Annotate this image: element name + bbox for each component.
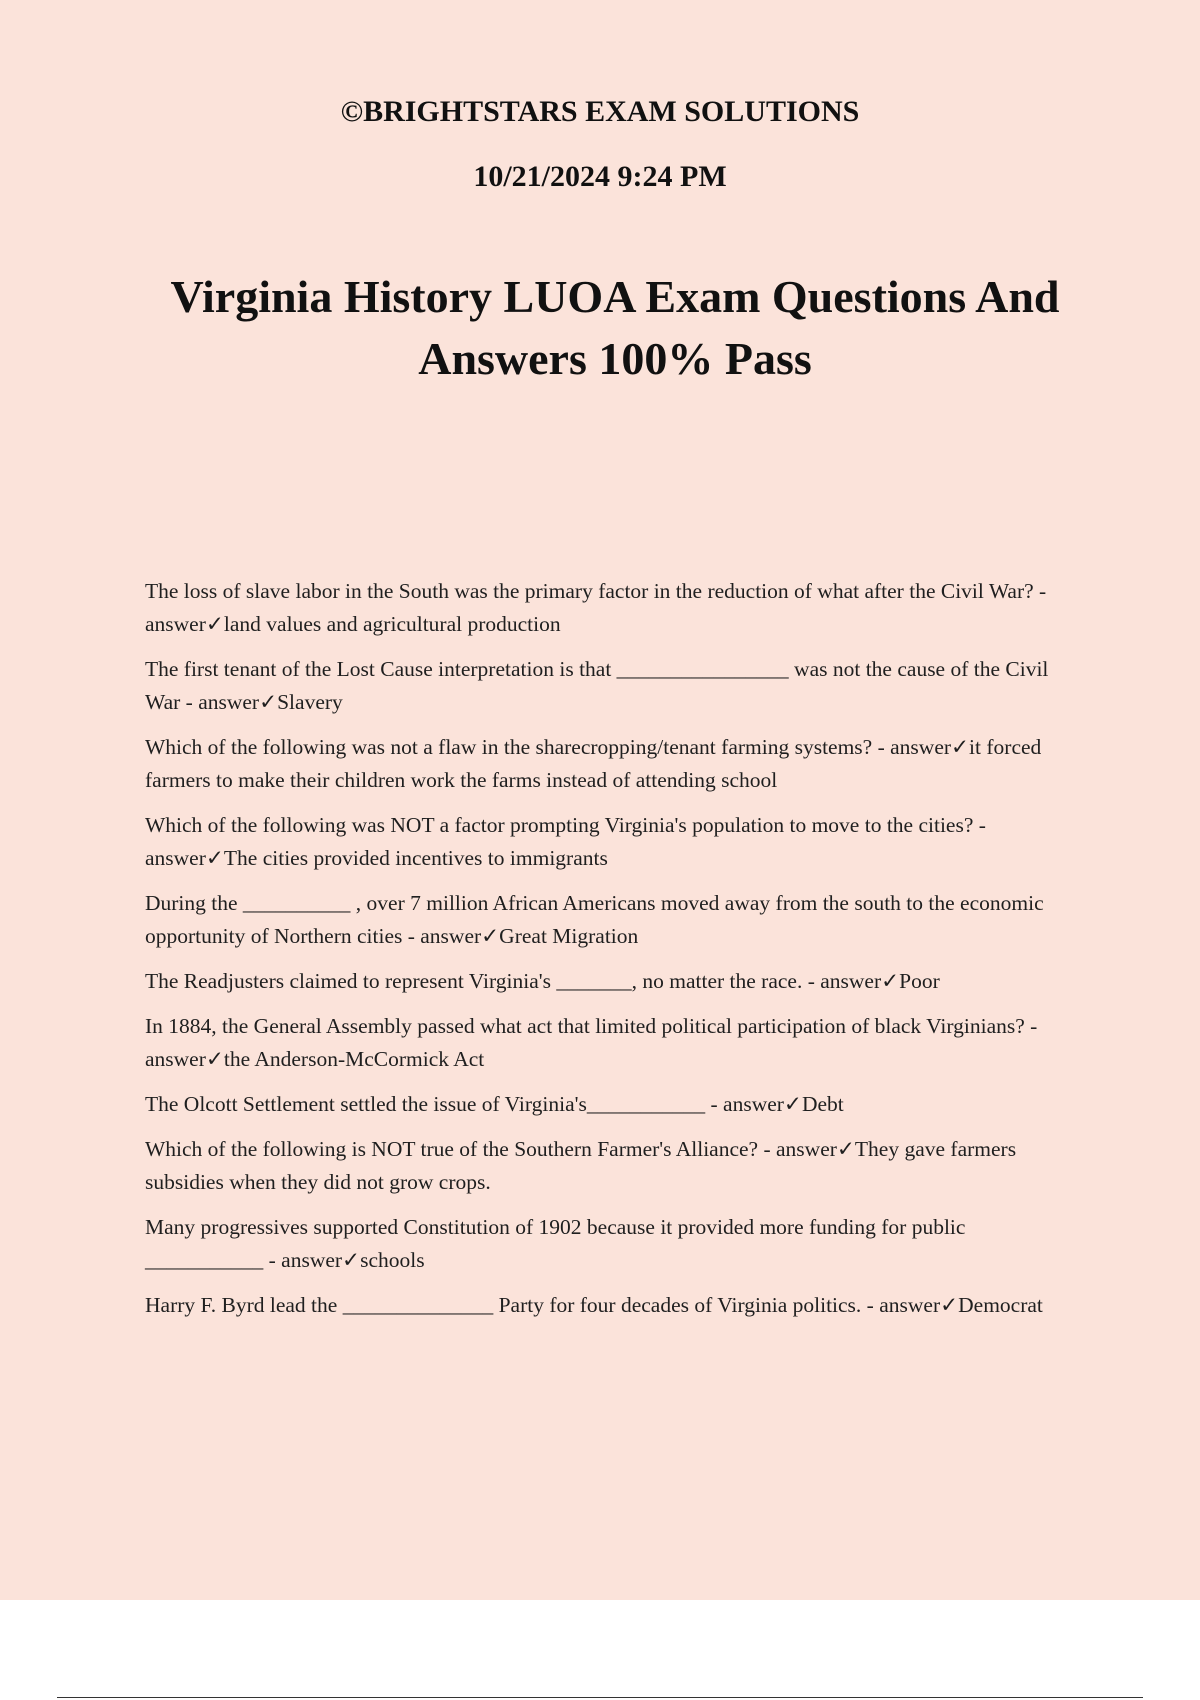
qa-item [145, 1133, 1085, 1199]
question-text: During the __________ , over 7 million African Americans moved away from the south to the economic opportunity of Northern cities - [145, 891, 1044, 948]
question-text: The loss of slave labor in the South was the primary factor in the reduction of what after the Civil War? - [145, 579, 1047, 603]
answer-text: Debt [801, 1092, 844, 1116]
qa-list [145, 575, 1085, 1334]
answer-marker: answer✓ [776, 1137, 855, 1161]
question-text: Harry F. Byrd lead the ______________ Party for four decades of Virginia politics. - [145, 1293, 880, 1317]
qa-item [145, 1211, 1085, 1277]
answer-text: The cities provided incentives to immigrants [223, 846, 608, 870]
qa-item [145, 1289, 1085, 1322]
question-text: The Readjusters claimed to represent Virginia's _______, no matter the race. - [145, 969, 821, 993]
question-text: The first tenant of the Lost Cause interpretation is that ________________ was not the cause of the Civil War - [145, 657, 1049, 714]
answer-text: schools [360, 1248, 425, 1272]
question-text: The Olcott Settlement settled the issue of Virginia's___________ - [145, 1092, 724, 1116]
qa-item [145, 887, 1085, 953]
document-title: Virginia History LUOA Exam Questions And Answers 100% Pass [170, 271, 1060, 384]
question-text: Which of the following was NOT a factor prompting Virginia's population to move to the cities? - [145, 813, 986, 837]
answer-text: the Anderson-McCormick Act [223, 1047, 485, 1071]
qa-item [145, 653, 1085, 719]
answer-text: it forced farmers to make their children work the farms instead of attending school [145, 735, 1042, 792]
question-text: Which of the following was not a flaw in the sharecropping/tenant farming systems? - [145, 735, 891, 759]
answer-marker: answer✓ [420, 924, 500, 948]
qa-item [145, 575, 1085, 641]
answer-marker: answer✓ [281, 1248, 361, 1272]
answer-text: land values and agricultural production [223, 612, 561, 636]
question-text: Which of the following is NOT true of the Southern Farmer's Alliance? - [145, 1137, 777, 1161]
answer-marker: answer✓ [879, 1293, 959, 1317]
answer-marker: answer✓ [890, 735, 970, 759]
answer-marker: answer✓ [820, 969, 900, 993]
footer-divider [57, 1697, 1143, 1698]
answer-text: Great Migration [499, 924, 639, 948]
qa-item [145, 731, 1085, 797]
timestamp: 10/21/2024 9:24 PM [473, 160, 727, 193]
answer-text: Democrat [958, 1293, 1043, 1317]
organization-header: ©BRIGHTSTARS EXAM SOLUTIONS [340, 95, 860, 128]
question-text: In 1884, the General Assembly passed what act that limited political participation of black Virginians? - [145, 1014, 1038, 1038]
answer-marker: answer✓ [145, 846, 224, 870]
qa-item [145, 965, 1085, 998]
question-text: Many progressives supported Constitution of 1902 because it provided more funding for public ___________ - [145, 1215, 966, 1272]
answer-marker: answer✓ [145, 1047, 224, 1071]
answer-marker: answer✓ [723, 1092, 802, 1116]
answer-marker: answer✓ [198, 690, 278, 714]
qa-item [145, 1088, 1085, 1121]
answer-text: Poor [899, 969, 940, 993]
answer-text: They gave farmers subsidies when they did not grow crops. [145, 1137, 1017, 1194]
qa-item [145, 1010, 1085, 1076]
answer-marker: answer✓ [145, 612, 224, 636]
qa-item [145, 809, 1085, 875]
answer-text: Slavery [277, 690, 343, 714]
